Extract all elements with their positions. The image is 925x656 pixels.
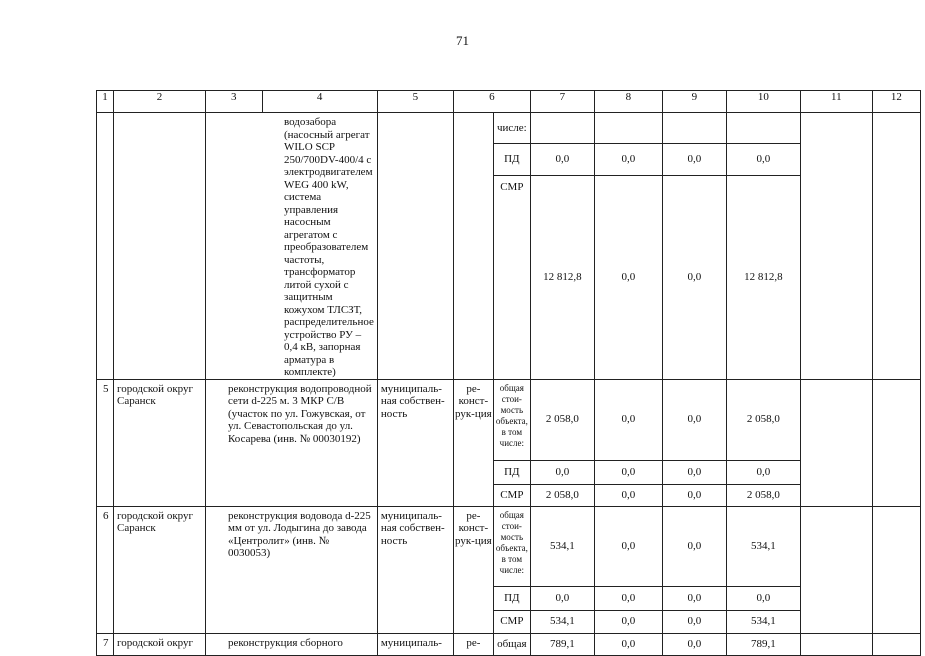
- kind-cell: ре-: [453, 633, 493, 655]
- row-index: 5: [97, 379, 114, 506]
- value-cell: 0,0: [594, 506, 662, 586]
- value-cell: 0,0: [594, 484, 662, 506]
- header-cell: 12: [872, 91, 920, 113]
- district-cell: городской округ: [114, 633, 206, 655]
- value-cell: 0,0: [662, 610, 726, 633]
- value-cell: 2 058,0: [726, 379, 800, 460]
- header-cell: 8: [594, 91, 662, 113]
- value-cell: 0,0: [594, 175, 662, 379]
- table-row: [97, 379, 921, 460]
- value-cell: 0,0: [594, 379, 662, 460]
- header-cell: 3: [206, 91, 263, 113]
- value-cell: 0,0: [726, 143, 800, 175]
- value-cell: 0,0: [594, 633, 662, 655]
- header-row: [97, 91, 921, 113]
- value-cell: 0,0: [594, 610, 662, 633]
- label-cell: числе:: [493, 113, 530, 144]
- value-cell: 2 058,0: [726, 484, 800, 506]
- value-cell: 12 812,8: [530, 175, 594, 379]
- district-cell: городской округ Саранск: [114, 506, 206, 633]
- total-label: общая: [493, 633, 530, 655]
- value-cell: 0,0: [726, 586, 800, 610]
- header-cell: 7: [530, 91, 594, 113]
- smr-label: СМР: [493, 610, 530, 633]
- ownership-cell: муниципаль-ная собствен-ность: [377, 506, 453, 633]
- value-cell: 0,0: [662, 143, 726, 175]
- header-cell: 5: [377, 91, 453, 113]
- ownership-cell: муниципаль-ная собствен-ность: [377, 379, 453, 506]
- value-cell: 0,0: [594, 586, 662, 610]
- header-cell: 9: [662, 91, 726, 113]
- value-cell: 2 058,0: [530, 484, 594, 506]
- pd-label: ПД: [493, 460, 530, 484]
- description-cell: реконструкция водовода d-225 мм от ул. Лодыгина до завода «Центролит» (инв. № 0030053): [206, 506, 378, 633]
- table-row: [97, 113, 921, 144]
- description-cell: реконструкция водопроводной сети d-225 м. 3 МКР С/В (участок по ул. Гожувская, от ул. Севастопольская до ул. Косарева (инв. № 00030192): [206, 379, 378, 506]
- value-cell: 0,0: [594, 143, 662, 175]
- page-number: 71: [456, 33, 469, 48]
- row-index: 7: [97, 633, 114, 655]
- value-cell: 534,1: [530, 506, 594, 586]
- value-cell: 0,0: [662, 586, 726, 610]
- value-cell: 0,0: [662, 633, 726, 655]
- value-cell: 0,0: [662, 484, 726, 506]
- table-row: [97, 506, 921, 586]
- total-label: общая стои-мость объекта, в том числе:: [493, 379, 530, 460]
- value-cell: 0,0: [530, 586, 594, 610]
- value-cell: 534,1: [726, 506, 800, 586]
- total-label: общая стои-мость объекта, в том числе:: [493, 506, 530, 586]
- value-cell: 0,0: [662, 460, 726, 484]
- value-cell: 534,1: [530, 610, 594, 633]
- value-cell: 0,0: [530, 143, 594, 175]
- header-cell: 11: [800, 91, 872, 113]
- value-cell: 2 058,0: [530, 379, 594, 460]
- row-index: 6: [97, 506, 114, 633]
- value-cell: 0,0: [726, 460, 800, 484]
- description-cell: реконструкция сборного: [206, 633, 378, 655]
- ownership-cell: муниципаль-: [377, 633, 453, 655]
- value-cell: 12 812,8: [726, 175, 800, 379]
- description-cell: водозабора (насосный агрегат WILO SCP 250/700DV-400/4 с электродвигателем WEG 400 kW, система управления насосным агрегатом с преобразователем частоты, трансформатор литой сухой с защитным кожухом ТЛСЗТ, распределительное устройство РУ – 0,4 кВ, запорная арматура в комплекте): [206, 113, 378, 380]
- investment-table: [96, 90, 921, 656]
- header-cell: 1: [97, 91, 114, 113]
- value-cell: 0,0: [594, 460, 662, 484]
- header-cell: 2: [114, 91, 206, 113]
- value-cell: 0,0: [662, 175, 726, 379]
- kind-cell: ре-конст-рук-ция: [453, 379, 493, 506]
- value-cell: 789,1: [726, 633, 800, 655]
- value-cell: 534,1: [726, 610, 800, 633]
- smr-label: СМР: [493, 175, 530, 379]
- header-cell: 10: [726, 91, 800, 113]
- header-cell: 4: [262, 91, 377, 113]
- value-cell: 0,0: [662, 506, 726, 586]
- value-cell: 0,0: [530, 460, 594, 484]
- smr-label: СМР: [493, 484, 530, 506]
- header-cell: 6: [453, 91, 530, 113]
- value-cell: 0,0: [662, 379, 726, 460]
- table-row: [97, 633, 921, 655]
- pd-label: ПД: [493, 586, 530, 610]
- district-cell: городской округ Саранск: [114, 379, 206, 506]
- value-cell: 789,1: [530, 633, 594, 655]
- pd-label: ПД: [493, 143, 530, 175]
- kind-cell: ре-конст-рук-ция: [453, 506, 493, 633]
